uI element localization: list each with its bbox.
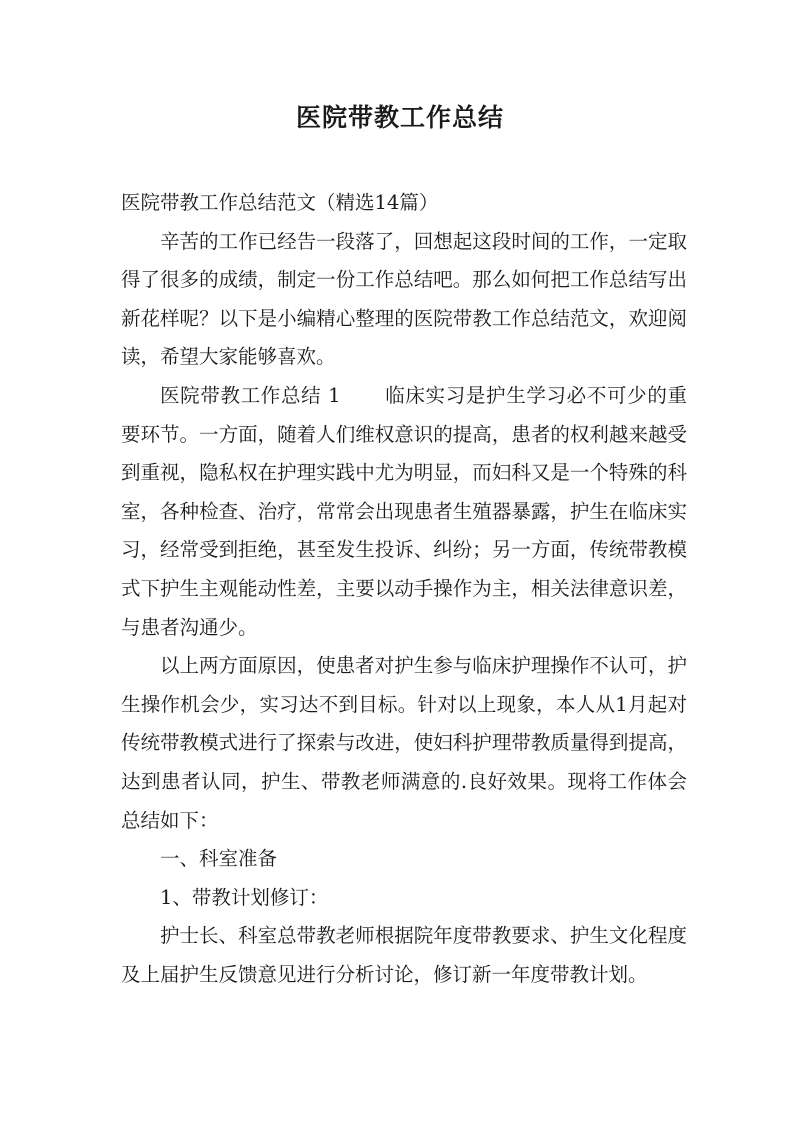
section-1-text: 临床实习是护生学习必不可少的重要环节。一方面，随着人们维权意识的提高，患者的权利越来越受到重视，隐私权在护理实践中尤为明显，而妇科又是一个特殊的科室，各种检查、治疗，常常会出现患者生殖器暴露，护生在临床实习，经常受到拒绝，甚至发生投诉、纠纷；另一方面，传统带教模式下护生主观能动性差，主要以动手操作为主，相关法律意识差，与患者沟通少。 <box>121 383 687 639</box>
heading-department-preparation: 一、科室准备 <box>160 847 278 871</box>
heading-teaching-plan-revision: 1、带教计划修订： <box>160 885 329 909</box>
document-body <box>121 184 687 994</box>
document-title: 医院带教工作总结 <box>295 103 504 132</box>
intro-paragraph: 辛苦的工作已经告一段落了，回想起这段时间的工作，一定取得了很多的成绩，制定一份工作总结吧。那么如何把工作总结写出新花样呢？以下是小编精心整理的医院带教工作总结范文，欢迎阅读，希望大家能够喜欢。 <box>121 229 687 369</box>
document-subtitle: 医院带教工作总结范文（精选14篇） <box>121 191 439 214</box>
section-1-title: 医院带教工作总结 1 <box>160 383 341 407</box>
section-1-paragraph-2: 以上两方面原因，使患者对护生参与临床护理操作不认可，护生操作机会少，实习达不到目标。针对以上现象，本人从1月起对传统带教模式进行了探索与改进，使妇科护理带教质量得到提高，达到患者认同，护生、带教老师满意的.良好效果。现将工作体会总结如下： <box>121 654 687 832</box>
section-1-paragraph <box>121 377 687 647</box>
teaching-plan-paragraph: 护士长、科室总带教老师根据院年度带教要求、护生文化程度及上届护生反馈意见进行分析讨论，修订新一年度带教计划。 <box>121 924 687 986</box>
